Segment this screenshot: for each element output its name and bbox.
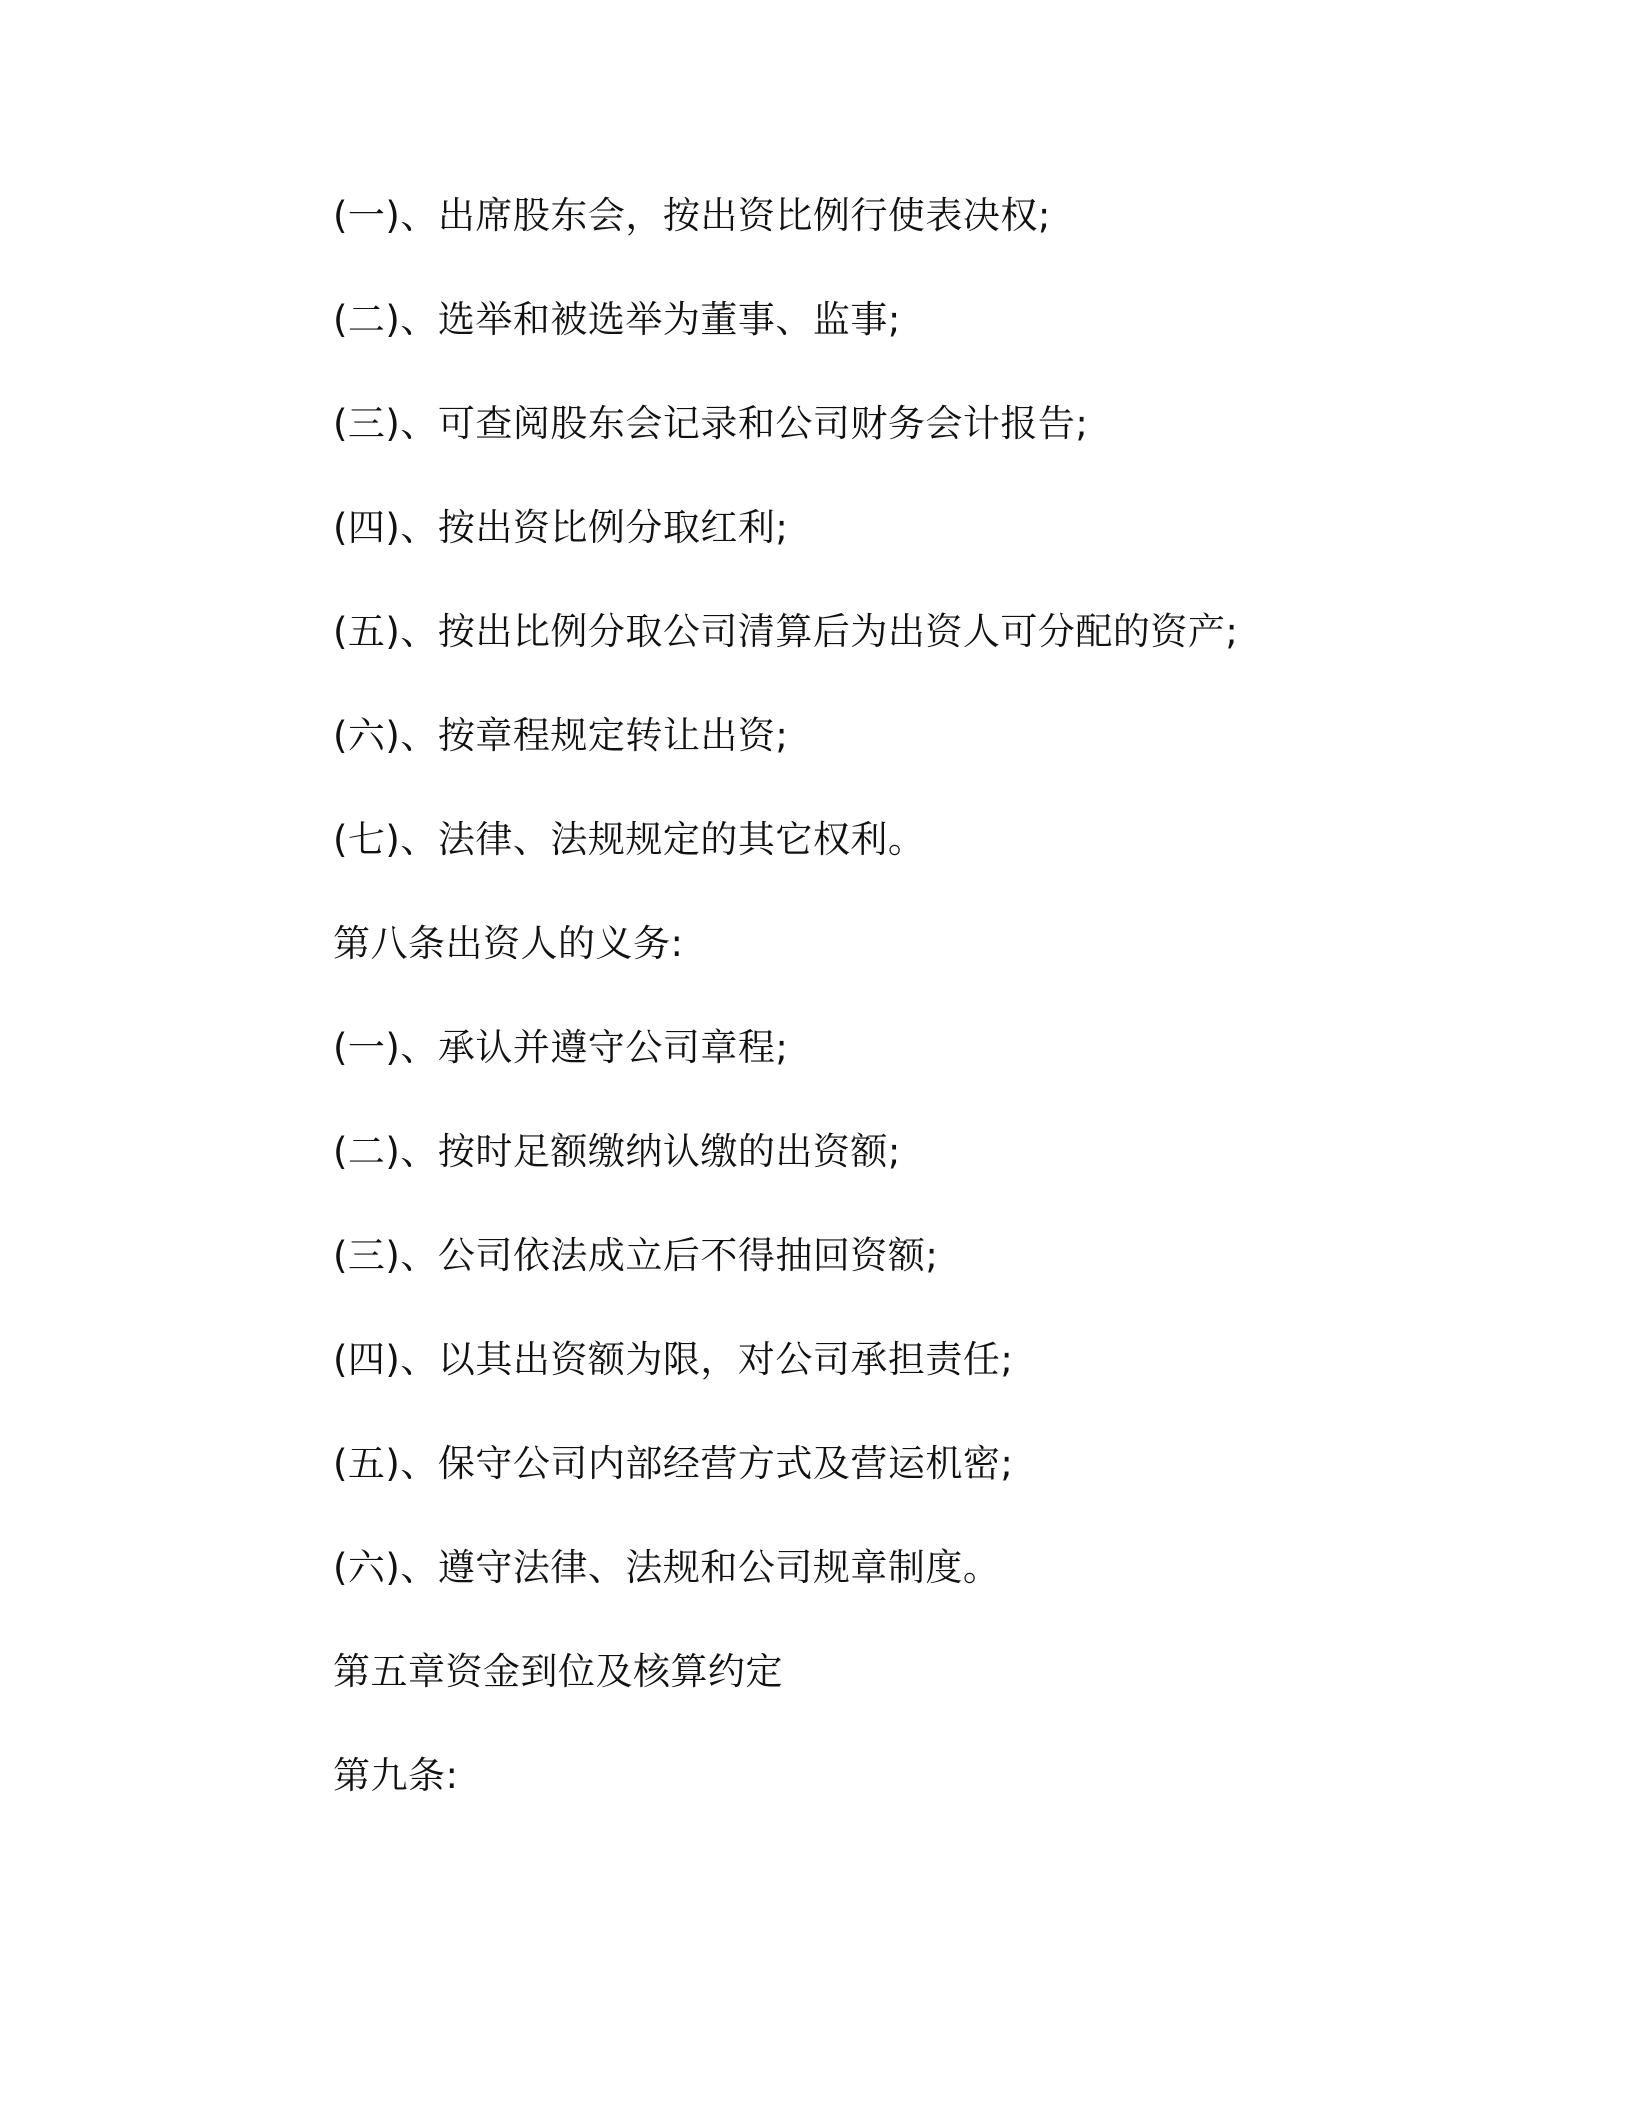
obligation-item-2: (二)、按时足额缴纳认缴的出资额; <box>333 1130 901 1173</box>
document-body <box>333 190 1383 1854</box>
right-item-3: (三)、可查阅股东会记录和公司财务会计报告; <box>333 402 1089 445</box>
chapter-5-heading: 第五章资金到位及核算约定 <box>333 1650 783 1693</box>
right-item-5: (五)、按出比例分取公司清算后为出资人可分配的资产; <box>333 610 1239 653</box>
right-item-4: (四)、按出资比例分取红利; <box>333 506 789 549</box>
obligation-item-3: (三)、公司依法成立后不得抽回资额; <box>333 1234 939 1277</box>
right-item-2: (二)、选举和被选举为董事、监事; <box>333 298 901 341</box>
right-item-7: (七)、法律、法规规定的其它权利。 <box>333 818 926 861</box>
right-item-6: (六)、按章程规定转让出资; <box>333 714 789 757</box>
obligation-item-1: (一)、承认并遵守公司章程; <box>333 1026 789 1069</box>
article-9-heading: 第九条: <box>333 1754 459 1797</box>
obligation-item-5: (五)、保守公司内部经营方式及营运机密; <box>333 1442 1014 1485</box>
obligation-item-6: (六)、遵守法律、法规和公司规章制度。 <box>333 1546 1001 1589</box>
right-item-1: (一)、出席股东会，按出资比例行使表决权; <box>333 194 1051 237</box>
article-8-heading: 第八条出资人的义务: <box>333 922 684 965</box>
obligation-item-4: (四)、以其出资额为限，对公司承担责任; <box>333 1338 1014 1381</box>
